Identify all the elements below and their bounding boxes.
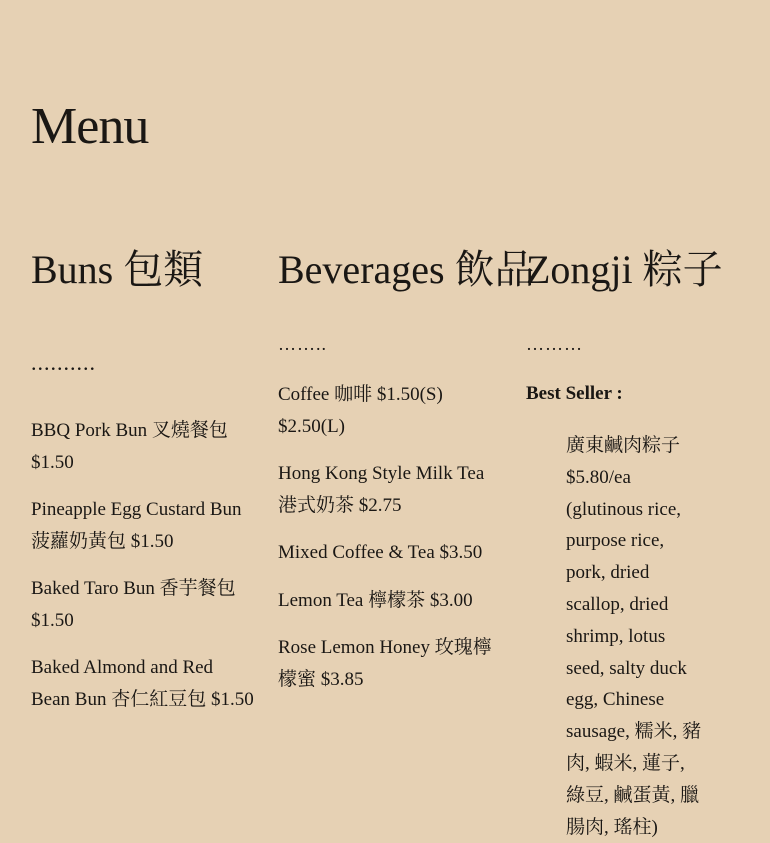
beverages-section [278, 247, 535, 690]
beverages-heading: Beverages 飲品 [278, 247, 535, 292]
zongzi-section [526, 247, 726, 838]
beverages-dots-divider: …….. [278, 334, 327, 354]
page-title: Menu [31, 98, 149, 155]
beverages-item-list [278, 379, 503, 711]
buns-dots-divider: .......... [31, 350, 96, 375]
best-seller-label: Best Seller : [526, 383, 623, 404]
menu-item-bbq-pork-bun: BBQ Pork Bun 叉燒餐包 $1.50 [31, 420, 228, 473]
buns-item-list [31, 415, 256, 731]
menu-item-mixed-coffee-tea: Mixed Coffee & Tea $3.50 [278, 542, 483, 563]
zongzi-heading: Zongji 粽子 [526, 247, 723, 292]
menu-item-hk-milk-tea: Hong Kong Style Milk Tea 港式奶茶 $2.75 [278, 463, 485, 516]
buns-section [31, 247, 256, 710]
menu-item-pineapple-egg-custard-bun: Pineapple Egg Custard Bun 菠蘿奶黃包 $1.50 [31, 499, 242, 552]
menu-item-lemon-tea: Lemon Tea 檸檬茶 $3.00 [278, 589, 473, 611]
menu-item-cantonese-pork-zongzi: 廣東鹹肉粽子 $5.80/ea (glutinous rice, purpose rice, pork, dried scallop, dried shrimp, lotus seed, salty duck egg, Chinese sausage, 糯米, 豬肉, 蝦米, 蓮子, 綠豆, 鹹蛋黃, 臘腸肉, 瑤柱) [566, 435, 702, 838]
menu-item-rose-lemon-honey: Rose Lemon Honey 玫瑰檸檬蜜 $3.85 [278, 637, 492, 690]
menu-item-baked-almond-red-bean-bun: Baked Almond and Red Bean Bun 杏仁紅豆包 $1.50 [31, 657, 254, 710]
buns-heading: Buns 包類 [31, 247, 204, 292]
zongzi-dots-divider: ……… [526, 334, 583, 354]
menu-item-coffee: Coffee 咖啡 $1.50(S) $2.50(L) [278, 384, 443, 437]
menu-item-baked-taro-bun: Baked Taro Bun 香芋餐包 $1.50 [31, 578, 236, 631]
